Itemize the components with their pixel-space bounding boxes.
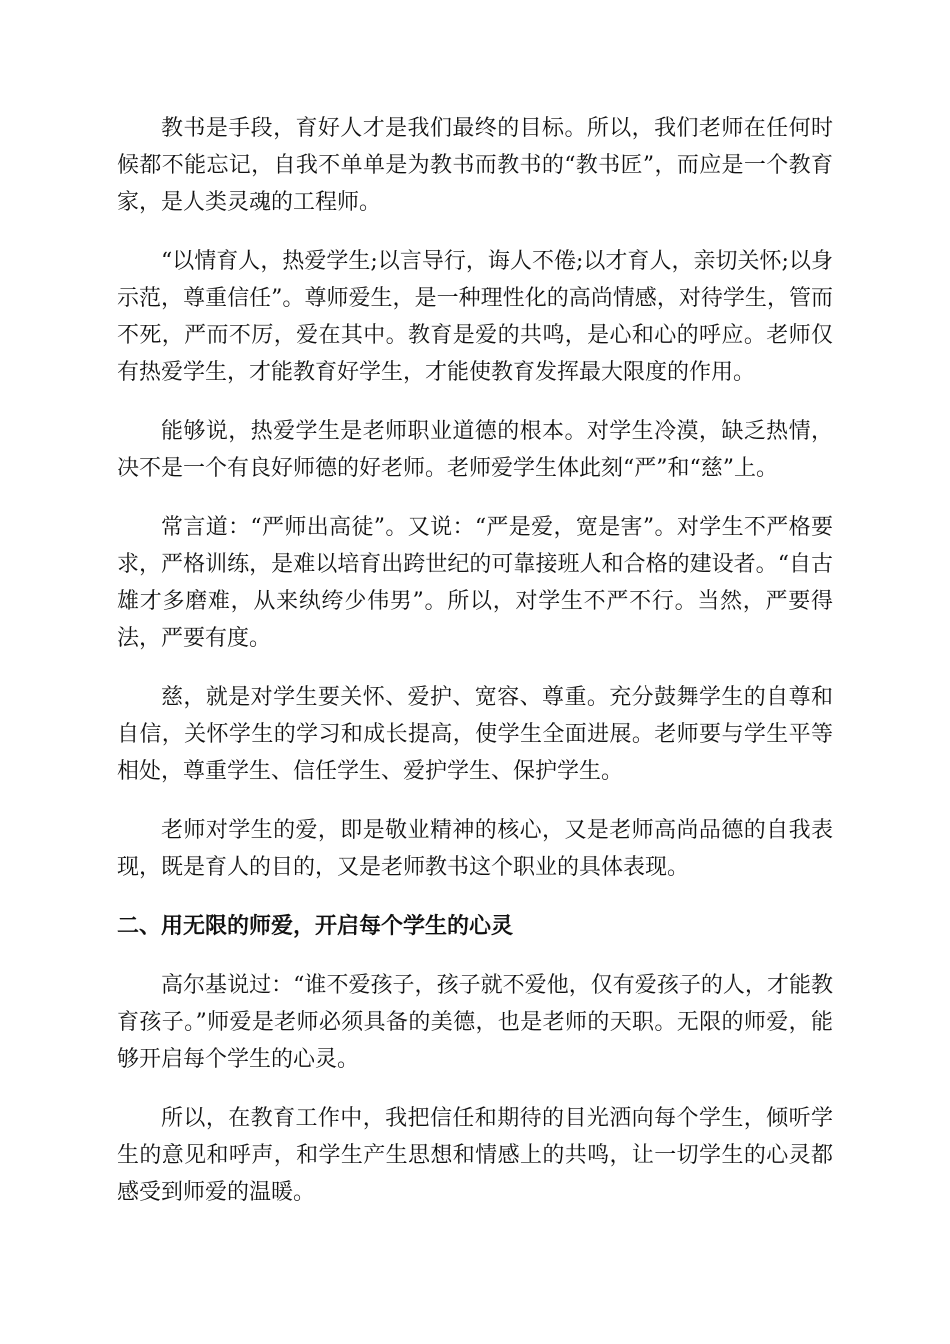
section-heading: 二、用无限的师爱，开启每个学生的心灵 <box>117 913 514 939</box>
paragraph-3: 能够说，热爱学生是老师职业道德的根本。对学生冷漠，缺乏热情，决不是一个有良好师德的好老师。老师爱学生体此刻“严”和“慈”上。 <box>117 419 833 481</box>
paragraph-6: 老师对学生的爱，即是敬业精神的核心，又是老师高尚品德的自我表现，既是育人的目的，又是老师教书这个职业的具体表现。 <box>117 818 833 880</box>
paragraph-2: “以情育人，热爱学生;以言导行，诲人不倦;以才育人，亲切关怀;以身示范，尊重信任”。尊师爱生，是一种理性化的高尚情感，对待学生，管而不死，严而不厉，爱在其中。教育是爱的共鸣，是心和心的呼应。老师仅有热爱学生，才能教育好学生，才能使教育发挥最大限度的作用。 <box>117 249 833 385</box>
paragraph-1: 教书是手段，育好人才是我们最终的目标。所以，我们老师在任何时候都不能忘记，自我不单单是为教书而教书的“教书匠”，而应是一个教育家，是人类灵魂的工程师。 <box>117 116 833 215</box>
paragraph-4: 常言道：“严师出高徒”。又说：“严是爱，宽是害”。对学生不严格要求，严格训练，是难以培育出跨世纪的可靠接班人和合格的建设者。“自古雄才多磨难，从来纨绔少伟男”。所以，对学生不严不行。当然，严要得法，严要有度。 <box>117 515 833 651</box>
paragraph-7: 高尔基说过：“谁不爱孩子，孩子就不爱他，仅有爱孩子的人，才能教育孩子。”师爱是老师必须具备的美德，也是老师的天职。无限的师爱，能够开启每个学生的心灵。 <box>117 973 833 1072</box>
paragraph-8: 所以，在教育工作中，我把信任和期待的目光洒向每个学生，倾听学生的意见和呼声，和学生产生思想和情感上的共鸣，让一切学生的心灵都感受到师爱的温暖。 <box>117 1106 833 1205</box>
document-body <box>117 110 833 1233</box>
paragraph-5: 慈，就是对学生要关怀、爱护、宽容、尊重。充分鼓舞学生的自尊和自信，关怀学生的学习和成长提高，使学生全面进展。老师要与学生平等相处，尊重学生、信任学生、爱护学生、保护学生。 <box>117 685 833 784</box>
